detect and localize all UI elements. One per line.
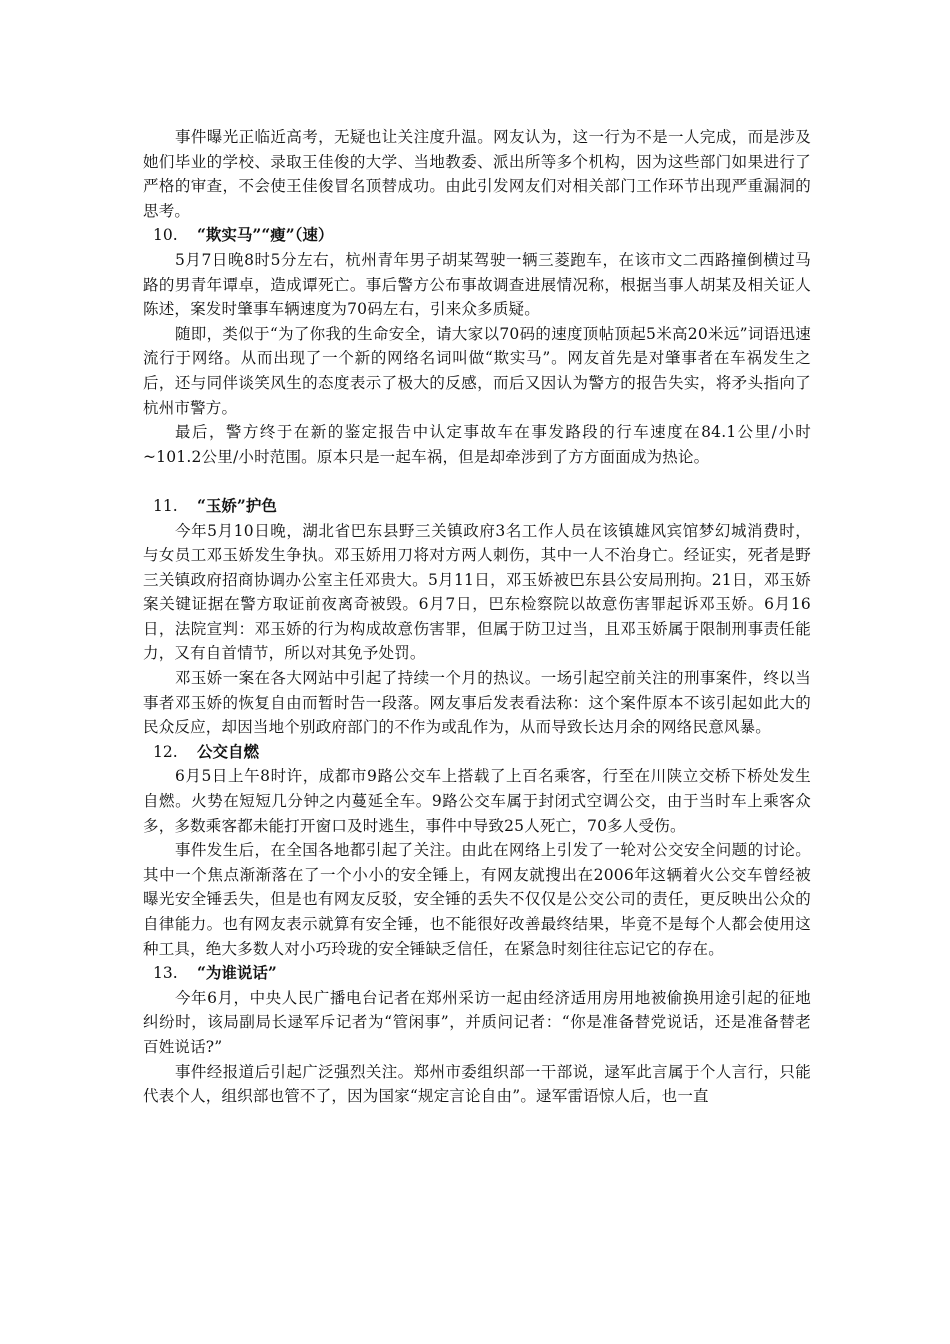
paragraph: 随即，类似于“为了你我的生命安全，请大家以70码的速度顶帖顶起5米高20米远”词语迅速流行于网络。从而出现了一个新的网络名词叫做“欺实马”。网友首先是对肇事者在车祸发生之后，还与同伴谈笑风生的态度表示了极大的反感，而后又因认为警方的报告失实，将矛头指向了杭州市警方。 [143, 324, 811, 417]
blank-line [143, 469, 811, 494]
section-heading-10 [143, 223, 811, 248]
paragraph: 今年6月，中央人民广播电台记者在郑州采访一起由经济适用房用地被偷换用途引起的征地纠纷时，该局副局长逯军斥记者为“管闲事”，并质问记者：“你是准备替党说话，还是准备替老百姓说话?” [143, 988, 811, 1056]
section-heading-13 [143, 961, 811, 986]
paragraph: 5月7日晚8时5分左右，杭州青年男子胡某驾驶一辆三菱跑车，在该市文二西路撞倒横过马路的男青年谭卓，造成谭死亡。事后警方公布事故调查进展情况称，根据当事人胡某及相关证人陈述，案发时肇事车辆速度为70码左右，引来众多质疑。 [143, 250, 811, 319]
section-title: “为谁说话” [197, 963, 277, 983]
paragraph: 今年5月10日晚，湖北省巴东县野三关镇政府3名工作人员在该镇雄风宾馆梦幻城消费时，与女员工邓玉娇发生争执。邓玉娇用刀将对方两人刺伤，其中一人不治身亡。经证实，死者是野三关镇政府招商协调办公室主任邓贵大。5月11日，邓玉娇被巴东县公安局刑拘。21日，邓玉娇案关键证据在警方取证前夜离奇被毁。6月7日，巴东检察院以故意伤害罪起诉邓玉娇。6月16日，法院宣判：邓玉娇的行为构成故意伤害罪，但属于防卫过当，且邓玉娇属于限制刑事责任能力，又有自首情节，所以对其免予处罚。 [143, 521, 811, 663]
paragraph: 事件经报道后引起广泛强烈关注。郑州市委组织部一干部说，逯军此言属于个人言行，只能代表个人，组织部也管不了，因为国家“规定言论自由”。逯军雷语惊人后，也一直 [143, 1062, 811, 1106]
section-title: 公交自燃 [197, 741, 260, 761]
section-number: 11. [153, 496, 178, 515]
paragraph: 6月5日上午8时许，成都市9路公交车上搭载了上百名乘客，行至在川陕立交桥下桥处发生自燃。火势在短短几分钟之内蔓延全车。9路公交车属于封闭式空调公交，由于当时车上乘客众多，多数乘客都未能打开窗口及时逃生，事件中导致25人死亡，70多人受伤。 [143, 767, 811, 835]
section-number: 12. [153, 742, 178, 761]
document-page [143, 125, 811, 1109]
paragraph: 事件发生后，在全国各地都引起了关注。由此在网络上引发了一轮对公交安全问题的讨论。其中一个焦点渐渐落在了一个小小的安全锤上，有网友就搜出在2006年这辆着火公交车曾经被曝光安全锤丢失，但是也有网友反驳，安全锤的丢失不仅仅是公交公司的责任，更反映出公众的自律能力。也有网友表示就算有安全锤，也不能很好改善最终结果，毕竟不是每个人都会使用这种工具，绝大多数人对小巧玲珑的安全锤缺乏信任，在紧急时刻往往忘记它的存在。 [143, 841, 811, 958]
intro-paragraph: 事件曝光正临近高考，无疑也让关注度升温。网友认为，这一行为不是一人完成，而是涉及她们毕业的学校、录取王佳俊的大学、当地教委、派出所等多个机构，因为这些部门如果进行了严格的审查，不会使王佳俊冒名顶替成功。由此引发网友们对相关部门工作环节出现严重漏洞的思考。 [143, 128, 811, 220]
section-heading-11 [143, 494, 811, 519]
section-title: “玉娇”护色 [197, 495, 277, 515]
section-number: 13. [153, 964, 178, 983]
section-title: “欺实马”“瘦”（速） [197, 225, 334, 245]
paragraph: 邓玉娇一案在各大网站中引起了持续一个月的热议。一场引起空前关注的刑事案件，终以当事者邓玉娇的恢复自由而暂时告一段落。网友事后发表看法称：这个案件原本不该引起如此大的民众反应，却因当地个别政府部门的不作为或乱作为，从而导致长达月余的网络民意风暴。 [143, 669, 811, 737]
paragraph: 最后，警方终于在新的鉴定报告中认定事故车在事发路段的行车速度在84.1公里/小时~101.2公里/小时范围。原本只是一起车祸，但是却牵涉到了方方面面成为热论。 [143, 423, 811, 466]
section-number: 10. [153, 226, 178, 245]
section-heading-12 [143, 740, 811, 765]
